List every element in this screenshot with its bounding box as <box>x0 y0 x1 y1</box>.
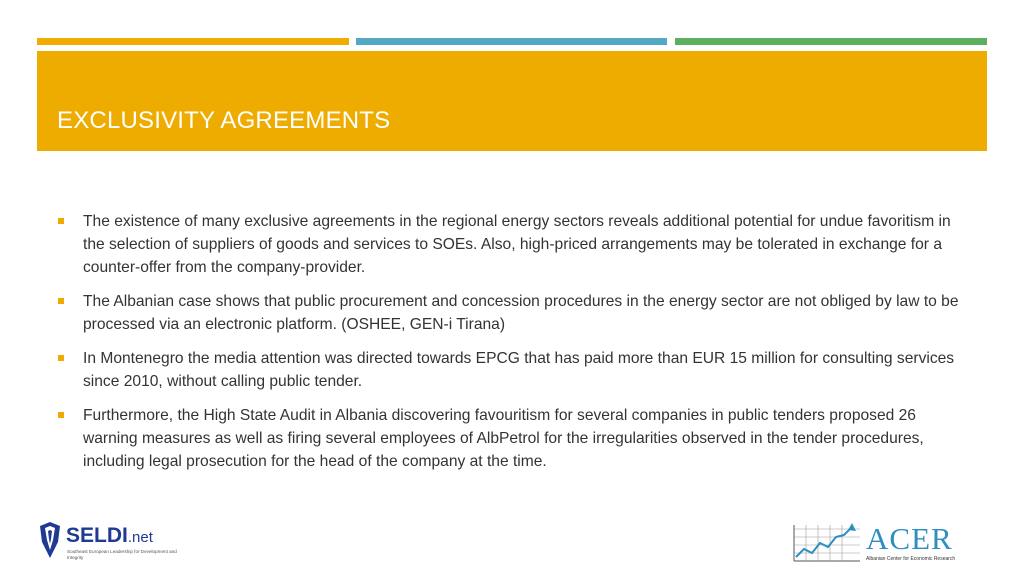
bullet-square-icon <box>58 218 64 224</box>
bullet-text: The Albanian case shows that public procurement and concession procedures in the energy sector are not obliged by law to be processed via an electronic platform. (OSHEE, GEN-i Tirana) <box>83 293 959 333</box>
bullet-item <box>56 404 971 473</box>
seldi-logo <box>38 518 188 566</box>
growth-chart-icon <box>790 521 862 565</box>
bullet-square-icon <box>58 355 64 361</box>
seldi-wordmark: SELDI.net <box>66 524 153 547</box>
bullet-item <box>56 210 971 279</box>
slide-title: EXCLUSIVITY AGREEMENTS <box>57 107 391 134</box>
seldi-tagline: Southeast European Leadership for Development and Integrity <box>67 549 177 560</box>
bullet-text: In Montenegro the media attention was directed towards EPCG that has paid more than EUR 15 million for consulting services since 2010, without calling public tender. <box>83 350 955 390</box>
bullet-text: The existence of many exclusive agreements in the regional energy sectors reveals additional potential for undue favoritism in the selection of suppliers of goods and services to SOEs. Also, high-priced arrangements may be tolerated in exchange for a counter-offer from the company-provider. <box>83 213 951 276</box>
accent-stripe-green <box>675 38 987 45</box>
bullet-list <box>56 210 971 484</box>
bullet-text: Furthermore, the High State Audit in Albania discovering favouritism for several companies in public tenders proposed 26 warning measures as well as firing several employees of AlbPetrol for the irregularities observed in the tender procedures, including legal prosecution for the head of the company at the time. <box>83 407 924 470</box>
bullet-square-icon <box>58 412 64 418</box>
bullet-item <box>56 290 971 336</box>
accent-stripe-blue <box>356 38 667 45</box>
seldi-emblem-icon <box>38 520 64 562</box>
acer-tagline: Albanian Center for Economic Research <box>866 556 956 562</box>
acer-wordmark: ACER <box>866 521 953 556</box>
acer-logo <box>790 521 975 567</box>
title-band <box>37 51 987 151</box>
bullet-item <box>56 347 971 393</box>
accent-stripe-orange <box>37 38 349 45</box>
bullet-square-icon <box>58 298 64 304</box>
